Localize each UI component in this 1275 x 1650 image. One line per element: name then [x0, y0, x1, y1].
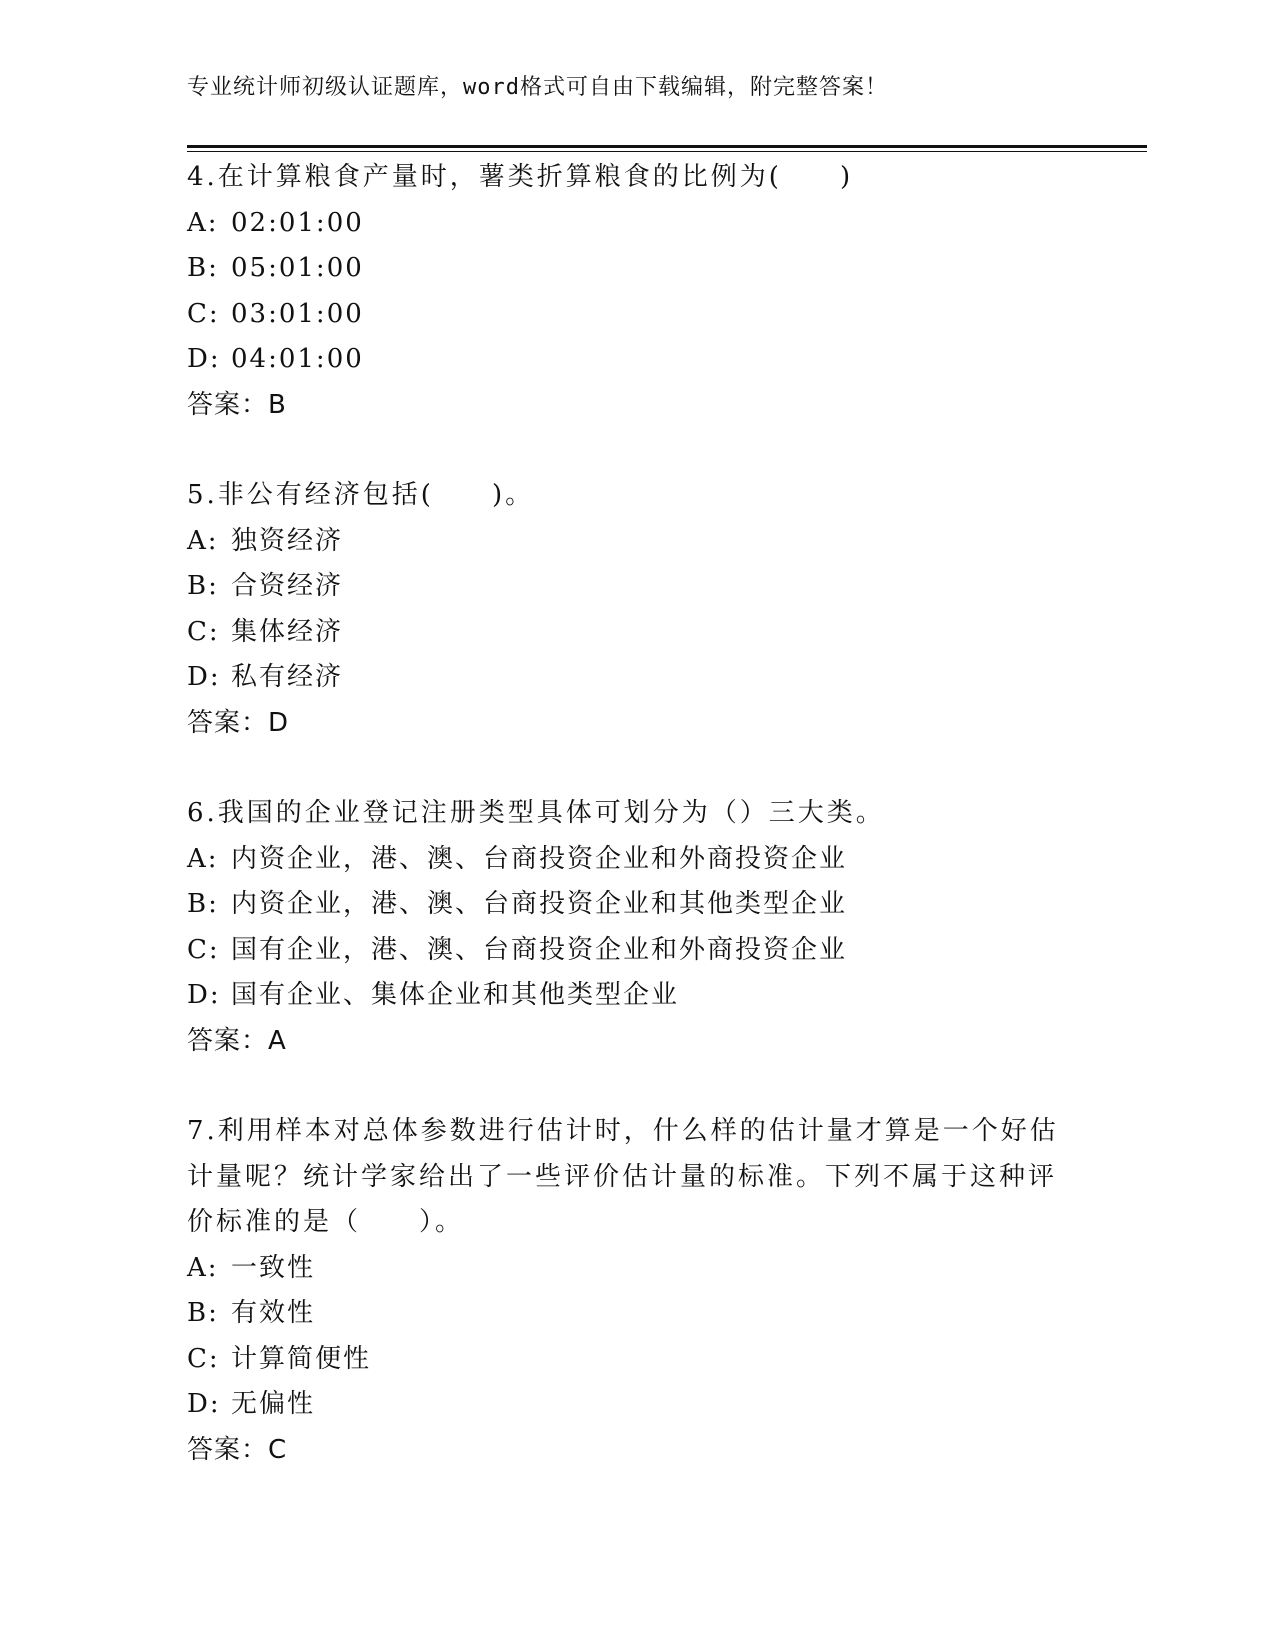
option-letter: C:	[187, 1343, 220, 1374]
option-a	[187, 837, 1067, 883]
option-text: 04:01:00	[231, 344, 364, 374]
option-a	[187, 519, 1067, 565]
option-a	[187, 201, 1067, 247]
question-7	[187, 1109, 1067, 1473]
answer-line: 答案：A	[187, 1025, 287, 1056]
answer-line: 答案：B	[187, 389, 287, 420]
option-b	[187, 246, 1067, 292]
answer-line: 答案：C	[187, 1434, 288, 1465]
option-letter: C:	[187, 934, 220, 965]
option-d	[187, 337, 1067, 383]
option-text: 无偏性	[231, 1389, 316, 1419]
option-text: 03:01:00	[231, 298, 364, 329]
option-text: 内资企业，港、澳、台商投资企业和其他类型企业	[231, 889, 848, 919]
option-b	[187, 882, 1067, 928]
question-5	[187, 473, 1067, 746]
option-text: 合资经济	[231, 571, 344, 601]
option-text: 集体经济	[231, 616, 344, 647]
option-b	[187, 1291, 1067, 1337]
option-text: 私有经济	[231, 662, 344, 692]
option-letter: D:	[187, 344, 221, 374]
option-letter: B:	[187, 571, 219, 601]
option-c	[187, 292, 1067, 338]
header-rule-thin	[187, 151, 1147, 152]
question-stem: 4.在计算粮食产量时，薯类折算粮食的比例为( )	[187, 162, 854, 192]
option-d	[187, 655, 1067, 701]
option-a	[187, 1246, 1067, 1292]
answer-line: 答案：D	[187, 707, 290, 738]
question-6	[187, 791, 1067, 1064]
option-text: 02:01:00	[231, 207, 364, 238]
header-rule-thick	[187, 145, 1147, 148]
option-text: 国有企业、集体企业和其他类型企业	[231, 980, 680, 1010]
option-letter: D:	[187, 980, 221, 1010]
option-letter: C:	[187, 298, 220, 329]
question-stem: 7.利用样本对总体参数进行估计时，什么样的估计量才算是一个好估计量呢？统计学家给出了一些评价估计量的标准。下列不属于这种评价标准的是（ ）。	[187, 1116, 1059, 1237]
option-text: 独资经济	[231, 525, 344, 556]
option-d	[187, 973, 1067, 1019]
option-letter: D:	[187, 662, 221, 692]
question-stem: 6.我国的企业登记注册类型具体可划分为（）三大类。	[187, 798, 885, 828]
document-header: 专业统计师初级认证题库，word格式可自由下载编辑，附完整答案！	[187, 75, 888, 100]
option-letter: A:	[187, 525, 219, 556]
option-letter: B:	[187, 889, 219, 919]
option-b	[187, 564, 1067, 610]
option-text: 内资企业，港、澳、台商投资企业和外商投资企业	[231, 843, 848, 874]
option-text: 05:01:00	[231, 253, 364, 283]
option-c	[187, 928, 1067, 974]
option-c	[187, 610, 1067, 656]
option-text: 计算简便性	[231, 1343, 372, 1374]
option-text: 国有企业，港、澳、台商投资企业和外商投资企业	[231, 934, 848, 965]
option-letter: B:	[187, 253, 219, 283]
option-letter: D:	[187, 1389, 221, 1419]
question-4	[187, 155, 1067, 428]
option-letter: A:	[187, 207, 219, 238]
option-letter: A:	[187, 843, 219, 874]
option-text: 一致性	[231, 1252, 316, 1283]
option-c	[187, 1337, 1067, 1383]
option-letter: B:	[187, 1298, 219, 1328]
option-letter: C:	[187, 616, 220, 647]
option-text: 有效性	[231, 1298, 316, 1328]
question-list	[187, 155, 1067, 1518]
option-letter: A:	[187, 1252, 219, 1283]
option-d	[187, 1382, 1067, 1428]
question-stem: 5.非公有经济包括( )。	[187, 480, 535, 510]
